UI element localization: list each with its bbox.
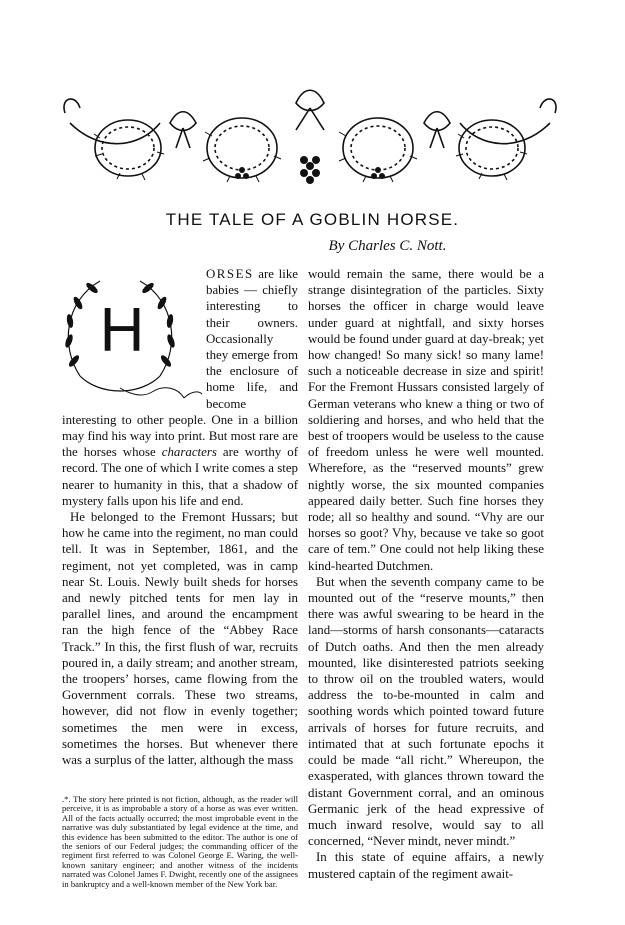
paragraph-3: would remain the same, there would be a strange disintegration of the particles. Sixty horses the officer in charge would leave under guard at nightfall, and sixty horses would be found under guard at day-break; yet how changed! So many sick! so many lame! such a noticeable decrease in size and spirit! For the Fremont Hussars consisted largely of German veterans who knew a thing or two of soldiering and horses, and who held that the best of troopers would be useless to the cause of freedom unless he were well mounted. Wherefore, as the “reserved mounts” grew nightly worse, the six mounted companies appeared daily better. Such fine horses they rode; all so healthy and sound. “Vhy are our horses so goot? Vhy, because ve take so goot care of tem.” One could not help liking these kind-hearted Dutchmen. [308,267,544,573]
paragraph-2: He belonged to the Fremont Hussars; but how he came into the regiment, no man could tell. It was in September, 1861, and the regiment, not yet completed, was in camp near St. Louis. Newly built sheds for horses and newly pitched tents for men lay in parallel lines, and around the encampment ran the high fence of the “Abbey Race Track.” In this, the first flush of war, recruits poured in, a daily stream; and another stream, the troopers’ horses, came flowing from the Government corrals. These two streams, however, did not flow in evenly together; sometimes the men were in excess, sometimes the horses. But whenever there was a surplus of the latter, although the mass [62,510,298,768]
drop-cap-letter: H [99,296,145,365]
drop-cap [60,266,204,401]
paragraph-1a: are like babies — chiefly interesting to their owners. Occasionally they emerge from the enclosure of home life, and become interesting to other people. One in a billion may find his way into print. But most rare are the horses whose [62,267,298,460]
article-byline: By Charles C. Nott. [328,238,447,254]
decorative-wreath-banner [60,78,560,198]
footnote-text: .*. The story here printed is not fiction, although, as the reader will perceive, it is as improbable a story of a horse as was ever written. All of the facts actually occurred; the most improbable event in the narrative was duly substantiated by legal evidence at the time, and this evidence has been submitted to the editor. The author is one of the seniors of our Federal judges; the commanding officer of the regiment first referred to was Colonel George E. Waring, the well-known sanitary engineer; and another witness of the incidents narrated was Colonel James F. Dwight, recently one of the assignees in bankruptcy and a well-known member of the New York bar. [62,794,298,889]
paragraph-5: In this state of equine affairs, a newly mustered captain of the regiment await- [308,850,544,881]
paragraph-1b: are worthy of record. The one of which I write comes a step nearer to humanity in this, that a shadow of mystery falls upon his life and end. [62,445,299,508]
left-column [62,266,298,768]
lead-word: ORSES [206,267,254,281]
right-column [308,266,544,882]
emphasis-characters: characters [161,445,217,460]
paragraph-4: But when the seventh company came to be mounted out of the “reserve mounts,” then there was awful swearing to be heard in the land—storms of harsh consonants—cataracts of Dutch oaths. And then the men already mounted, like disinterested patriots seeking to throw oil on the troubled waters, would address the to-be-mounted in calm and soothing words which pointed toward future arrivals of horses for future recruits, and intimated that at such fortunate epochs it could be made “all richt.” Whereupon, the exasperated, with glances thrown toward the distant Government corral, and an ominous Germanic jerk of the head expressive of much inward resolve, would say to all concerned, “Never mindt, never mindt.” [308,574,544,849]
article-title: THE TALE OF A GOBLIN HORSE. [165,210,460,229]
footnote [62,795,298,889]
